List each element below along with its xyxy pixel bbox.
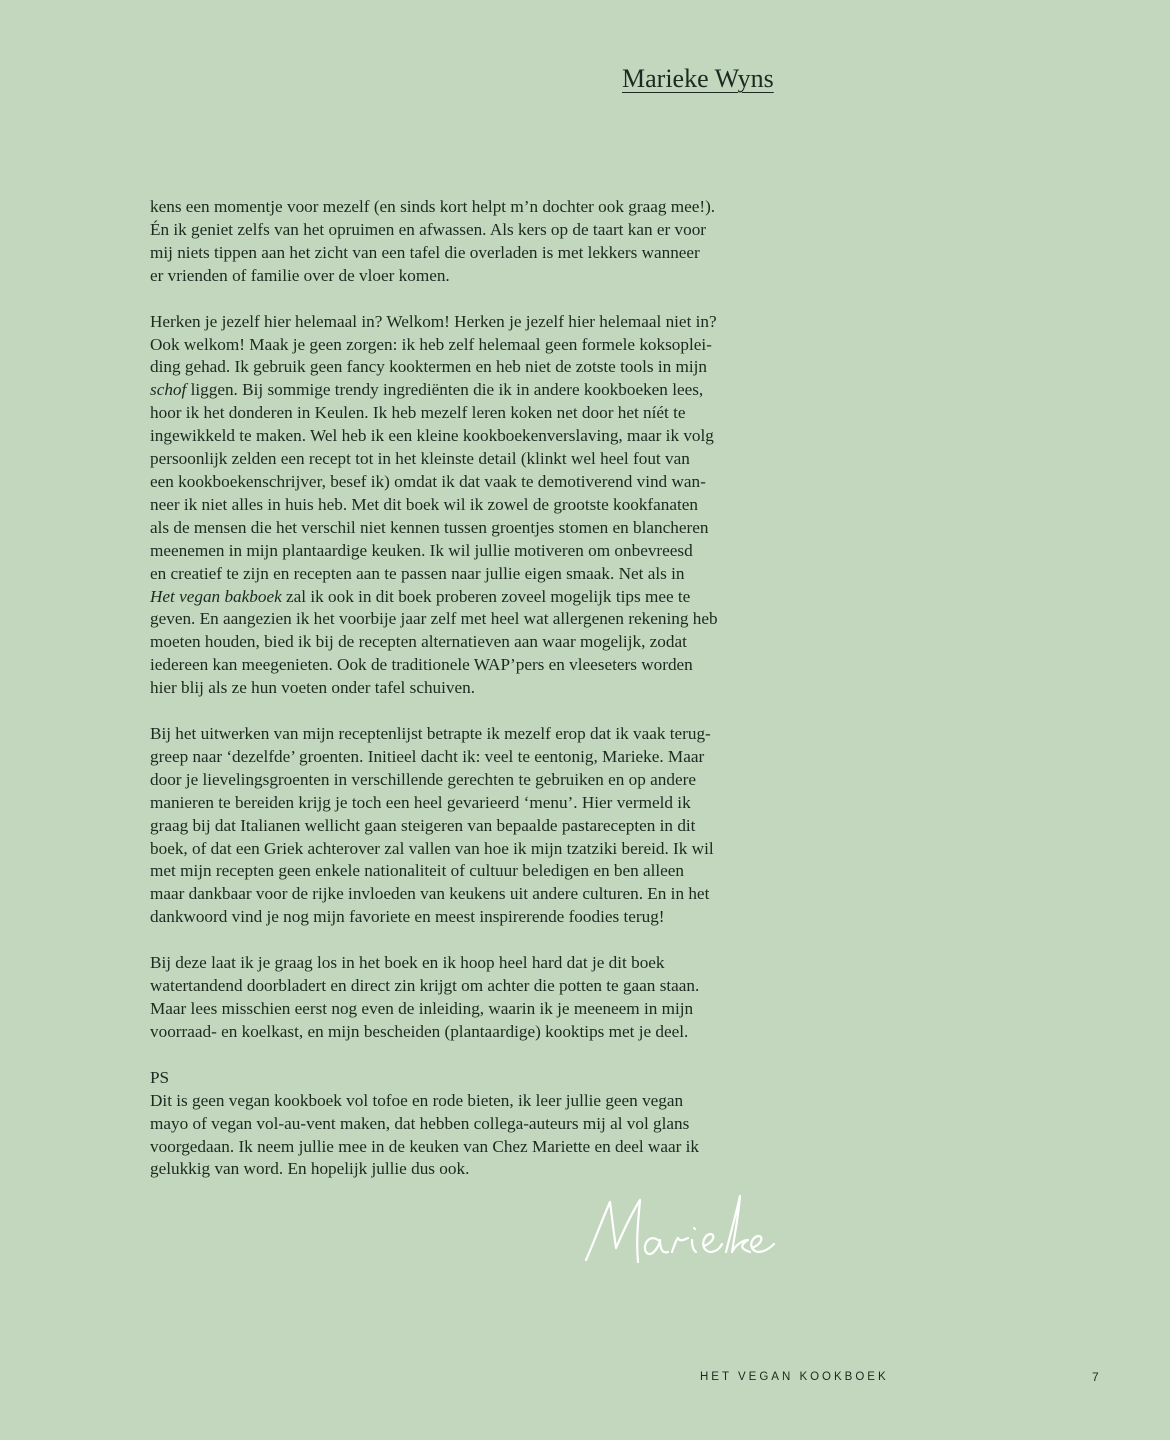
text-line: een kookboekenschrijver, besef ik) omdat ik dat vaak te demotiverend vind wan- xyxy=(150,471,706,491)
text-line: Maar lees misschien eerst nog even de inleiding, waarin ik je meeneem in mijn xyxy=(150,999,694,1018)
line-rest: liggen. Bij sommige trendy ingrediënten die ik in andere kookboeken lees, xyxy=(186,380,704,400)
italic-title: Het vegan bakboek xyxy=(150,586,282,606)
text-line: dankwoord vind je nog mijn favoriete en meest inspirerende foodies terug! xyxy=(150,907,665,927)
ps-lines xyxy=(150,1090,772,1182)
ps-section xyxy=(150,1067,772,1182)
text-line: voorgedaan. Ik neem jullie mee in de keuken van Chez Mariette en deel waar ik xyxy=(150,1136,699,1156)
text-line: graag bij dat Italianen wellicht gaan steigeren van bepaalde pastarecepten in dit xyxy=(150,815,696,835)
page-number: 7 xyxy=(1092,1370,1099,1384)
line-rest: zal ik ook in dit boek proberen zoveel mogelijk tips mee te xyxy=(281,586,691,606)
paragraph xyxy=(150,311,772,700)
ps-label: PS xyxy=(150,1067,170,1087)
text-line: Herken je jezelf hier helemaal in? Welkom! Herken je jezelf hier helemaal niet in? xyxy=(150,311,717,331)
text-line: watertandend doorbladert en direct zin krijgt om achter die potten te gaan staan. xyxy=(150,976,700,996)
text-line: neer ik niet alles in huis heb. Met dit boek wil ik zowel de grootste kookfanaten xyxy=(150,494,698,514)
text-line: Bij het uitwerken van mijn receptenlijst betrapte ik mezelf erop dat ik vaak terug- xyxy=(150,724,711,744)
text-line: Ook welkom! Maak je geen zorgen: ik heb zelf helemaal geen formele koksoplei- xyxy=(150,334,712,354)
author-name: Marieke Wyns xyxy=(622,64,774,93)
paragraph xyxy=(150,723,772,929)
text-line: voorraad- en koelkast, en mijn bescheiden (plantaardige) kooktips met je deel. xyxy=(150,1021,689,1041)
text-line: meenemen in mijn plantaardige keuken. Ik wil jullie motiveren om onbevreesd xyxy=(150,540,693,560)
text-line: hoor ik het donderen in Keulen. Ik heb mezelf leren koken net door het níét te xyxy=(150,403,686,423)
text-line: kens een momentje voor mezelf (en sinds kort helpt m’n dochter ook graag mee!). xyxy=(150,197,716,216)
text-line xyxy=(150,379,772,402)
paragraphs xyxy=(150,196,772,1044)
running-footer-title: HET VEGAN KOOKBOEK xyxy=(700,1371,889,1383)
handwritten-signature xyxy=(580,1190,780,1280)
italic-title: schof xyxy=(150,380,187,400)
text-line: iedereen kan meegenieten. Ook de traditionele WAP’pers en vleeseters worden xyxy=(150,655,693,675)
text-line: gelukkig van word. En hopelijk jullie dus ook. xyxy=(150,1159,470,1179)
text-line: Én ik geniet zelfs van het opruimen en afwassen. Als kers op de taart kan er voor xyxy=(150,219,707,239)
text-line: Bij deze laat ik je graag los in het boek en ik hoop heel hard dat je dit boek xyxy=(150,953,665,973)
text-line: boek, of dat een Griek achterover zal vallen van hoe ik mijn tzatziki bereid. Ik wil xyxy=(150,838,714,858)
text-line: met mijn recepten geen enkele nationaliteit of cultuur beledigen en ben alleen xyxy=(150,861,685,881)
text-line: en creatief te zijn en recepten aan te passen naar jullie eigen smaak. Net als in xyxy=(150,563,685,583)
paragraph xyxy=(150,196,772,288)
text-line: hier blij als ze hun voeten onder tafel schuiven. xyxy=(150,678,476,698)
text-line: manieren te bereiden krijg je toch een heel gevarieerd ‘menu’. Hier vermeld ik xyxy=(150,792,691,812)
text-line: ingewikkeld te maken. Wel heb ik een kleine kookboekenverslaving, maar ik volg xyxy=(150,426,714,446)
text-line: er vrienden of familie over de vloer komen. xyxy=(150,265,450,285)
text-line: greep naar ‘dezelfde’ groenten. Initieel dacht ik: veel te eentonig, Marieke. Maar xyxy=(150,746,705,766)
text-line: door je lievelingsgroenten in verschillende gerechten te gebruiken en op andere xyxy=(150,769,696,789)
body-text xyxy=(150,196,772,1204)
text-line: persoonlijk zelden een recept tot in het kleinste detail (klinkt wel heel fout van xyxy=(150,449,690,469)
text-line xyxy=(150,586,772,609)
text-line: moeten houden, bied ik bij de recepten alternatieven aan waar mogelijk, zodat xyxy=(150,632,687,652)
text-line: Dit is geen vegan kookboek vol tofoe en rode bieten, ik leer jullie geen vegan xyxy=(150,1090,684,1110)
text-line: als de mensen die het verschil niet kennen tussen groentjes stomen en blancheren xyxy=(150,517,709,537)
text-line: mayo of vegan vol-au-vent maken, dat hebben collega-auteurs mij al vol glans xyxy=(150,1113,690,1133)
paragraph xyxy=(150,952,772,1044)
text-line: mij niets tippen aan het zicht van een tafel die overladen is met lekkers wanneer xyxy=(150,242,700,262)
text-line: maar dankbaar voor de rijke invloeden van keukens uit andere culturen. En in het xyxy=(150,884,710,904)
text-line: ding gehad. Ik gebruik geen fancy kooktermen en heb niet de zotste tools in mijn xyxy=(150,357,708,377)
text-line: geven. En aangezien ik het voorbije jaar zelf met heel wat allergenen rekening heb xyxy=(150,609,718,629)
